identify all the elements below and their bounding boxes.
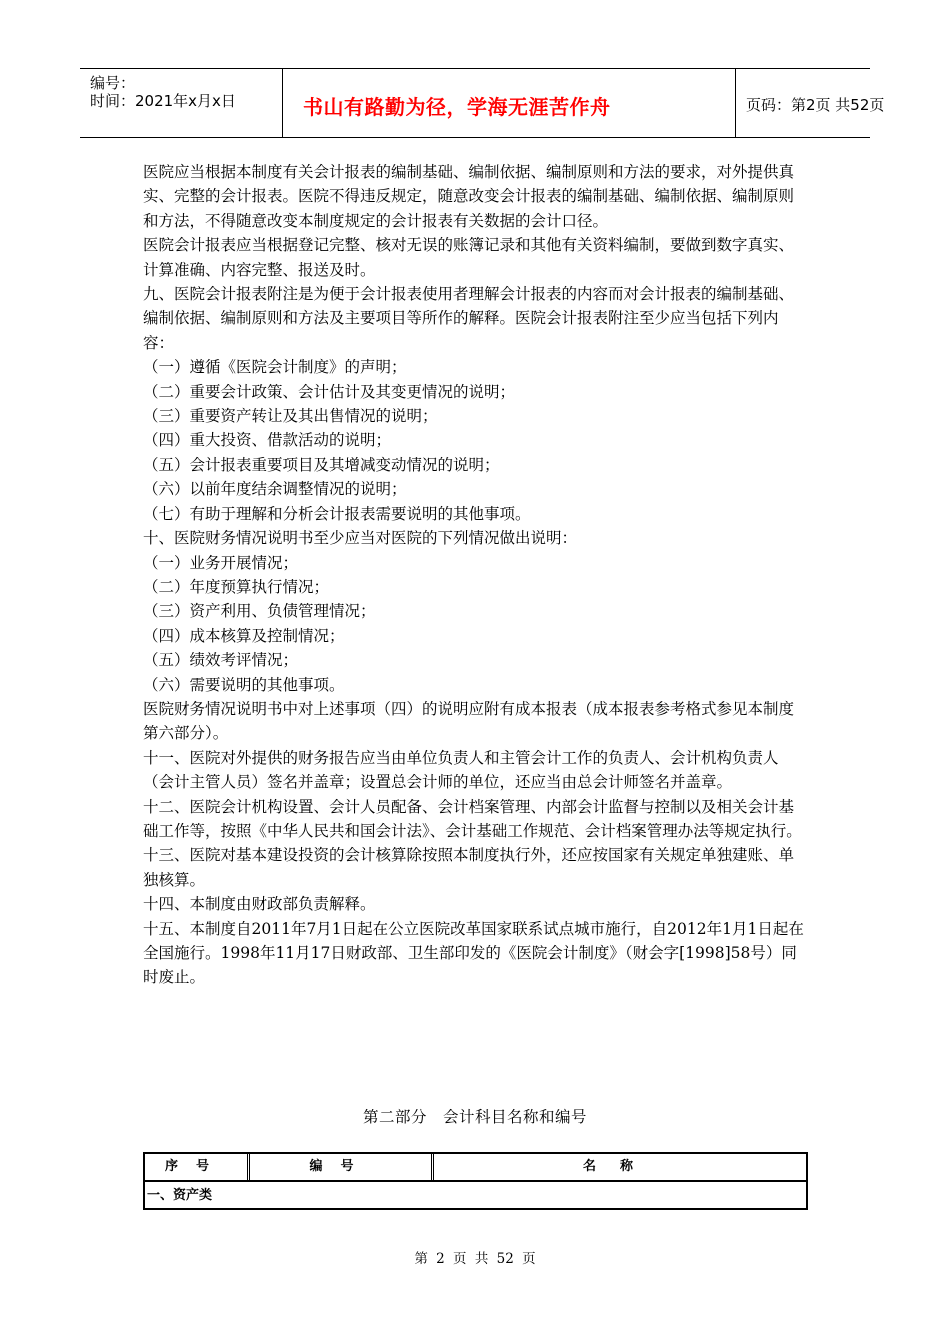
list-item: （四）成本核算及控制情况； <box>143 626 345 645</box>
accounts-table <box>143 1152 808 1210</box>
column-header-index: 序号 <box>145 1154 250 1180</box>
page-footer: 第 2 页 共 52 页 <box>414 1251 536 1267</box>
paragraph: 十、医院财务情况说明书至少应当对医院的下列情况做出说明： <box>143 529 578 548</box>
motto: 书山有路勤为径，学海无涯苦作舟 <box>303 95 611 119</box>
page-header <box>80 68 885 138</box>
time-label: 时间：2021年x月x日 <box>90 92 236 110</box>
paragraph: 十一、医院对外提供的财务报告应当由单位负责人和主管会计工作的负责人、会计机构负责人（会计主管人员）签名并盖章；设置总会计师的单位，还应当由总会计师签名并盖章。 <box>143 748 779 792</box>
paragraph: 十二、医院会计机构设置、会计人员配备、会计档案管理、内部会计监督与控制以及相关会计基础工作等，按照《中华人民共和国会计法》、会计基础工作规范、会计档案管理办法等规定执行。 <box>143 797 802 840</box>
table-header-row <box>145 1154 806 1182</box>
column-header-code: 编号 <box>250 1154 434 1180</box>
list-item: （二）重要会计政策、会计估计及其变更情况的说明； <box>143 382 516 401</box>
header-motto-cell <box>282 69 736 137</box>
header-meta <box>80 69 282 137</box>
list-item: （二）年度预算执行情况； <box>143 577 330 596</box>
page-label: 页码：第2页 共52页 <box>746 96 885 114</box>
paragraph: 医院会计报表应当根据登记完整、核对无误的账簿记录和其他有关资料编制，要做到数字真实、计算准确、内容完整、报送及时。 <box>143 236 795 279</box>
paragraph: 十四、本制度由财政部负责解释。 <box>143 895 376 914</box>
list-item: （三）重要资产转让及其出售情况的说明； <box>143 407 438 426</box>
list-item: （三）资产利用、负债管理情况； <box>143 602 376 621</box>
list-item: （一）业务开展情况； <box>143 553 299 572</box>
column-header-name: 名称 <box>582 1159 657 1174</box>
paragraph: 十三、医院对基本建设投资的会计核算除按照本制度执行外，还应按国家有关规定单独建账、单独核算。 <box>143 846 795 889</box>
paragraph: 医院应当根据本制度有关会计报表的编制基础、编制依据、编制原则和方法的要求，对外提供真实、完整的会计报表。医院不得违反规定，随意改变会计报表的编制基础、编制依据、编制原则和方法，不得随意改变本制度规定的会计报表有关数据的会计口径。 <box>143 163 795 230</box>
paragraph: 十五、本制度自2011年7月1日起在公立医院改革国家联系试点城市施行，自2012年1月1日起在全国施行。1998年11月17日财政部、卫生部印发的《医院会计制度》（财会字[1998]58号）同时废止。 <box>143 919 804 987</box>
list-item: （六）需要说明的其他事项。 <box>143 675 345 694</box>
list-item: （四）重大投资、借款活动的说明； <box>143 431 392 450</box>
section-title: 第二部分 会计科目名称和编号 <box>362 1108 587 1126</box>
list-item: （七）有助于理解和分析会计报表需要说明的其他事项。 <box>143 504 531 523</box>
number-label: 编号： <box>90 74 136 92</box>
table-category-row: 一、资产类 <box>147 1188 213 1203</box>
list-item: （五）会计报表重要项目及其增减变动情况的说明； <box>143 455 500 474</box>
header-page-cell <box>736 69 885 137</box>
paragraph: 九、医院会计报表附注是为便于会计报表使用者理解会计报表的内容而对会计报表的编制基础、编制依据、编制原则和方法及主要项目等所作的解释。医院会计报表附注至少应当包括下列内容： <box>143 285 795 352</box>
paragraph: 医院财务情况说明书中对上述事项（四）的说明应附有成本报表（成本报表参考格式参见本制度第六部分）。 <box>143 699 795 743</box>
list-item: （六）以前年度结余调整情况的说明； <box>143 480 407 499</box>
document-body <box>143 160 808 990</box>
list-item: （五）绩效考评情况； <box>143 651 299 670</box>
list-item: （一）遵循《医院会计制度》的声明； <box>143 358 407 377</box>
